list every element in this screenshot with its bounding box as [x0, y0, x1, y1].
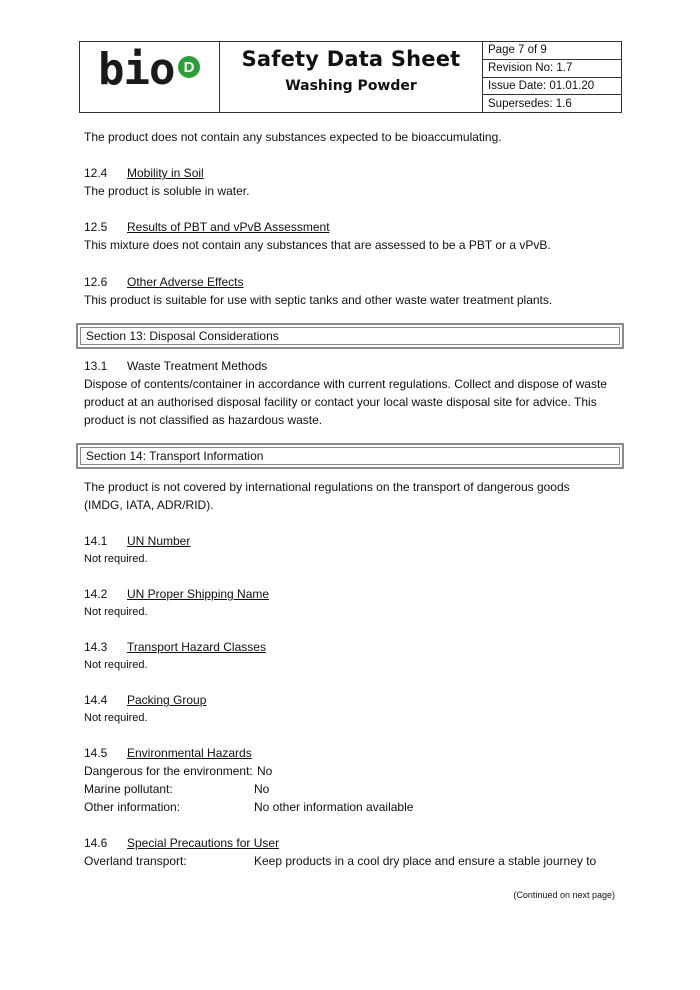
subsection-heading — [84, 691, 206, 709]
subsection-title: Special Precautions for User — [127, 836, 280, 850]
header-title-cell — [220, 42, 483, 112]
subsection-number: 13.1 — [84, 359, 108, 373]
property-label: Other information: — [84, 800, 181, 814]
section-14-title: Section 14: Transport Information — [80, 447, 620, 465]
subsection-heading — [84, 218, 330, 236]
section-13-bar — [76, 323, 624, 349]
subsection-title: UN Proper Shipping Name — [127, 587, 270, 601]
subsection-heading — [84, 357, 267, 375]
property-row — [84, 852, 614, 870]
subsection-number: 14.6 — [84, 836, 108, 850]
property-label: Overland transport: — [84, 854, 187, 868]
subsection-text: This product is suitable for use with septic tanks and other waste water treatment plants. — [84, 293, 553, 307]
paragraph-line: (IMDG, IATA, ADR/RID). — [84, 498, 214, 512]
section-13-title: Section 13: Disposal Considerations — [80, 327, 620, 345]
subsection-number: 14.5 — [84, 746, 108, 760]
subsection-text: The product is soluble in water. — [84, 184, 250, 198]
subsection-heading — [84, 834, 279, 852]
property-row — [84, 762, 504, 780]
paragraph-line: Dispose of contents/container in accordance with current regulations. Collect and dispose of waste — [84, 377, 607, 391]
supersedes: Supersedes: 1.6 — [488, 97, 572, 110]
subsection-heading — [84, 532, 190, 550]
property-label: Marine pollutant: — [84, 782, 173, 796]
revision-number: Revision No: 1.7 — [483, 60, 621, 78]
subsection-text: Not required. — [84, 553, 148, 565]
logo-badge: D — [178, 56, 200, 78]
subsection-heading — [84, 638, 266, 656]
subsection-title: Transport Hazard Classes — [127, 640, 266, 654]
property-row — [84, 780, 504, 798]
issue-date: Issue Date: 01.01.20 — [483, 78, 621, 96]
subsection-heading — [84, 164, 204, 182]
subsection-number: 12.4 — [84, 166, 108, 180]
continued-note: (Continued on next page) — [513, 890, 615, 900]
paragraph-line: The product is not covered by international regulations on the transport of dangerous goods — [84, 480, 570, 494]
subsection-title: UN Number — [127, 534, 191, 548]
sds-header — [79, 41, 622, 113]
property-value: No — [257, 764, 273, 778]
logo-text: bio — [98, 44, 175, 95]
subsection-title: Mobility in Soil — [127, 166, 204, 180]
subsection-number: 12.5 — [84, 220, 108, 234]
logo — [80, 42, 220, 112]
header-meta — [483, 42, 621, 112]
subsection-heading — [84, 744, 252, 762]
property-value: Keep products in a cool dry place and ensure a stable journey to — [254, 854, 597, 868]
subsection-text: This mixture does not contain any substances that are assessed to be a PBT or a vPvB. — [84, 238, 551, 252]
subsection-title: Environmental Hazards — [127, 746, 252, 760]
subsection-heading — [84, 273, 244, 291]
intro-text: The product does not contain any substances expected to be bioaccumulating. — [84, 130, 502, 144]
paragraph-line: product at an authorised disposal facility or contact your local waste disposal site for advice. This — [84, 395, 597, 409]
subsection-title: Results of PBT and vPvB Assessment — [127, 220, 330, 234]
paragraph-line: product is not classified as hazardous waste. — [84, 413, 323, 427]
subsection-title: Packing Group — [127, 693, 207, 707]
subsection-number: 14.4 — [84, 693, 108, 707]
property-value: No — [254, 782, 270, 796]
subsection-text: Not required. — [84, 606, 148, 618]
property-value: No other information available — [254, 800, 414, 814]
subsection-number: 14.2 — [84, 587, 108, 601]
subsection-number: 12.6 — [84, 275, 108, 289]
subsection-title: Other Adverse Effects — [127, 275, 244, 289]
subsection-text: Not required. — [84, 712, 148, 724]
subsection-number: 14.1 — [84, 534, 108, 548]
property-label: Dangerous for the environment: — [84, 764, 253, 778]
subsection-text: Not required. — [84, 659, 148, 671]
page-number: Page 7 of 9 — [483, 42, 621, 60]
section-14-bar — [76, 443, 624, 469]
product-name: Washing Powder — [285, 78, 417, 94]
property-row — [84, 798, 504, 816]
subsection-title: Waste Treatment Methods — [127, 359, 268, 373]
document-title: Safety Data Sheet — [241, 47, 461, 71]
subsection-heading — [84, 585, 269, 603]
subsection-number: 14.3 — [84, 640, 108, 654]
